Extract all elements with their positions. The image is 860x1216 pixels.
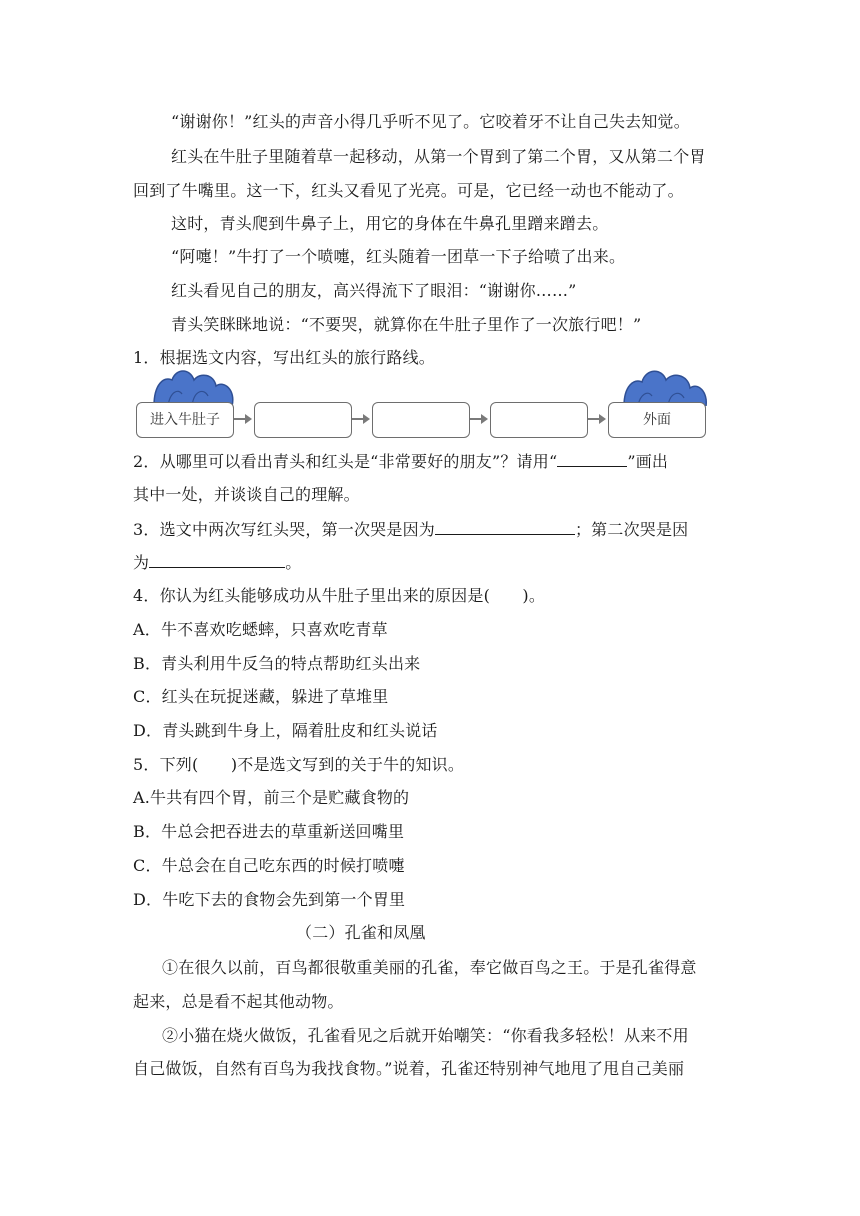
route-arrow-3: [470, 418, 486, 420]
question-4-option-c[interactable]: C．红头在玩捉迷藏，躲进了草堆里: [133, 687, 389, 706]
question-2-underline-sample: [557, 450, 627, 467]
section-2-line-3: ②小猫在烧火做饭，孔雀看见之后就开始嘲笑：“你看我多轻松！从来不用: [162, 1026, 689, 1045]
section-2-line-2: 起来，总是看不起其他动物。: [133, 992, 344, 1011]
question-5-option-d[interactable]: D．牛吃下去的食物会先到第一个胃里: [133, 890, 406, 909]
section-2-line-1: ①在很久以前，百鸟都很敬重美丽的孔雀，奉它做百鸟之王。于是孔雀得意: [162, 958, 697, 977]
question-3-line-1: [133, 518, 688, 541]
question-2-line-2: 其中一处，并谈谈自己的理解。: [133, 485, 360, 504]
story-line-1: “谢谢你！”红头的声音小得几乎听不见了。它咬着牙不让自己失去知觉。: [171, 112, 690, 131]
question-3-answer-blank-1[interactable]: [435, 518, 575, 535]
grass-icon-left: [148, 366, 238, 406]
question-3-line-2: [133, 551, 301, 574]
question-4-option-a[interactable]: A．牛不喜欢吃蟋蟀，只喜欢吃青草: [133, 620, 388, 639]
question-4: 4．你认为红头能够成功从牛肚子里出来的原因是( )。: [133, 586, 546, 605]
route-end-box: 外面: [608, 402, 706, 438]
story-line-2: 红头在牛肚子里随着草一起移动，从第一个胃到了第二个胃，又从第二个胃: [171, 147, 706, 166]
question-2-text-b: ”画出: [627, 452, 669, 471]
question-5-option-a[interactable]: A.牛共有四个胃，前三个是贮藏食物的: [133, 788, 410, 807]
route-arrow-1: [234, 418, 250, 420]
route-blank-box-3[interactable]: [490, 402, 588, 438]
route-blank-box-1[interactable]: [254, 402, 352, 438]
question-3-text-d: 。: [285, 553, 302, 572]
question-4-option-d[interactable]: D．青头跳到牛身上，隔着肚皮和红头说话: [133, 721, 438, 740]
question-3-text-b: ；第二次哭是因: [574, 520, 689, 539]
question-4-option-b[interactable]: B．青头利用牛反刍的特点帮助红头出来: [133, 654, 421, 673]
route-arrow-2: [352, 418, 368, 420]
question-5-option-b[interactable]: B．牛总会把吞进去的草重新送回嘴里: [133, 822, 405, 841]
question-1: 1．根据选文内容，写出红头的旅行路线。: [133, 348, 435, 367]
question-5: 5．下列( )不是选文写到的关于牛的知识。: [133, 755, 465, 774]
travel-route-diagram: [134, 344, 714, 444]
story-line-5: “阿嚏！”牛打了一个喷嚏，红头随着一团草一下子给喷了出来。: [171, 247, 626, 266]
section-2-line-4: 自己做饭，自然有百鸟为我找食物。”说着，孔雀还特别神气地甩了甩自己美丽: [133, 1059, 685, 1078]
story-line-6: 红头看见自己的朋友，高兴得流下了眼泪：“谢谢你……”: [171, 281, 577, 300]
question-3-text-c: 为: [133, 553, 150, 572]
grass-icon-right: [620, 366, 710, 406]
story-line-7: 青头笑眯眯地说：“不要哭，就算你在牛肚子里作了一次旅行吧！”: [171, 315, 642, 334]
story-line-4: 这时，青头爬到牛鼻子上，用它的身体在牛鼻孔里蹭来蹭去。: [171, 214, 609, 233]
question-3-answer-blank-2[interactable]: [149, 551, 285, 568]
question-5-option-c[interactable]: C．牛总会在自己吃东西的时候打喷嚏: [133, 856, 405, 875]
question-3-text-a: 3．选文中两次写红头哭，第一次哭是因为: [133, 520, 435, 539]
story-line-3: 回到了牛嘴里。这一下，红头又看见了光亮。可是，它已经一动也不能动了。: [133, 181, 684, 200]
section-2-title: （二）孔雀和凤凰: [296, 923, 426, 942]
question-2-text-a: 2．从哪里可以看出青头和红头是“非常要好的朋友”？请用“: [133, 452, 558, 471]
question-2-line-1: [133, 450, 668, 473]
route-blank-box-2[interactable]: [372, 402, 470, 438]
route-start-box: 进入牛肚子: [136, 402, 234, 438]
route-arrow-4: [588, 418, 604, 420]
